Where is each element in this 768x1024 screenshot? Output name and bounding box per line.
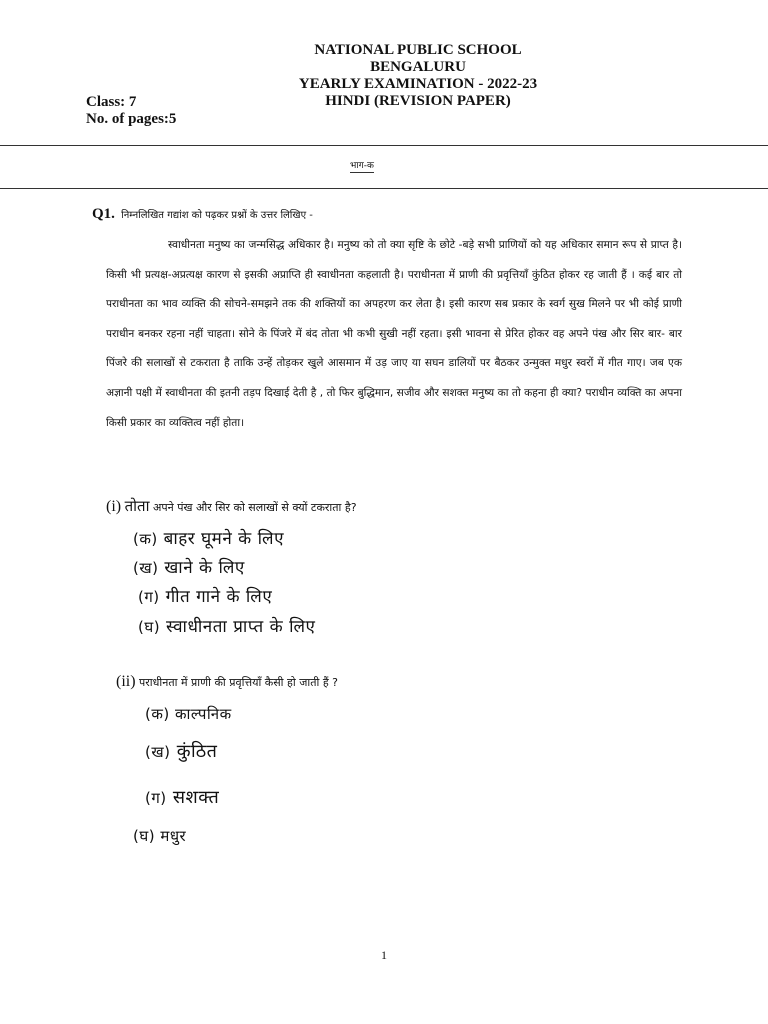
sub1-option-c[interactable] — [138, 584, 272, 607]
option-marker: (घ) — [133, 827, 156, 845]
option-text: स्वाधीनता प्राप्त के लिए — [165, 617, 316, 637]
option-text: सशक्त — [172, 787, 220, 808]
sub2-option-b[interactable] — [145, 739, 217, 763]
subquestion-1-lead: तोता — [124, 497, 150, 515]
question-1-heading — [92, 206, 313, 223]
question-instruction: निम्नलिखित गद्यांश को पढ़कर प्रश्नों के उत्तर लिखिए - — [121, 210, 313, 221]
page-number: 1 — [381, 948, 387, 962]
option-text: खाने के लिए — [164, 558, 245, 578]
divider-bottom — [0, 188, 768, 189]
option-text: कुंठित — [176, 741, 218, 762]
option-text: गीत गाने के लिए — [165, 587, 273, 607]
header — [0, 42, 768, 93]
pages-label: No. of pages:5 — [86, 111, 177, 127]
passage-text: स्वाधीनता मनुष्य का जन्मसिद्ध अधिकार है। मनुष्य को तो क्या सृष्टि के छोटे -बड़े सभी प्राणियों को यह अधिकार समान रूप से प्राप्त है। किसी भी प्रत्यक्ष-अप्रत्यक्ष कारण से इसकी अप्राप्ति ही स्वाधीनता कहलाती है। पराधीनता में प्राणी की प्रवृत्तियाँ कुंठित होकर रह जाती हैं । कई बार तो पराधीनता का भाव व्यक्ति की सोचने-समझने तक की शक्तियों का अपहरण कर लेता है। इसी कारण सब प्रकार के स्वर्ग सुख मिलने पर भी कोई प्राणी पराधीन बनकर रहना नहीं चाहता। सोने के पिंजरे में बंद तोता भी कभी सुखी नहीं रहता। इसी भावना से प्रेरित होकर वह अपने पंख और सिर बार- बार पिंजरे की सलाखों से टकराता है ताकि उन्हें तोड़कर खुले आसमान में उड़ जाए या सघन डालियों पर बैठकर उन्मुक्त मधुर स्वरों में गीत गाए। जब एक अज्ञानी पक्षी में स्वाधीनता की इतनी तड़प दिखाई देती है , तो फिर बुद्धिमान, सजीव और सशक्त मनुष्य का तो कहना ही क्या? पराधीन व्यक्ति का अपना किसी प्रकार का व्यक्तित्व नहीं होता। — [106, 239, 682, 429]
option-marker: (ग) — [145, 789, 167, 807]
divider-top — [0, 145, 768, 146]
class-label: Class: 7 — [86, 94, 137, 110]
option-text: बाहर घूमने के लिए — [163, 529, 284, 549]
option-marker: (घ) — [138, 618, 161, 636]
subquestion-2-text: पराधीनता में प्राणी की प्रवृत्तियाँ कैसी हो जाती हैं ? — [139, 676, 339, 689]
subquestion-1 — [106, 496, 357, 516]
sub2-option-a[interactable] — [145, 704, 232, 724]
exam-title: YEARLY EXAMINATION - 2022-23 — [298, 76, 538, 92]
school-city: BENGALURU — [370, 59, 466, 75]
option-marker: (ग) — [138, 588, 160, 606]
question-number: Q1. — [92, 206, 115, 222]
paper-title-wrap — [0, 93, 768, 110]
paper-title: HINDI (REVISION PAPER) — [325, 93, 511, 109]
section-title: भाग-क — [350, 161, 374, 171]
sub2-option-c[interactable] — [145, 785, 219, 809]
sub2-option-d[interactable] — [133, 826, 186, 846]
subquestion-1-text: अपने पंख और सिर को सलाखों से क्यों टकराता है? — [152, 501, 357, 514]
sub1-option-a[interactable] — [133, 526, 284, 549]
option-marker: (ख) — [133, 559, 159, 577]
sub1-option-b[interactable] — [133, 555, 245, 578]
option-text: काल्पनिक — [175, 705, 232, 723]
subquestion-1-number: (i) — [106, 498, 122, 515]
option-marker: (ख) — [145, 743, 171, 761]
school-name: NATIONAL PUBLIC SCHOOL — [314, 42, 522, 58]
option-marker: (क) — [133, 530, 158, 548]
subquestion-2 — [116, 673, 338, 691]
section-heading — [0, 158, 768, 171]
option-marker: (क) — [145, 705, 170, 723]
option-text: मधुर — [160, 827, 187, 845]
passage — [106, 231, 682, 438]
subquestion-2-number: (ii) — [116, 673, 136, 690]
sub1-option-d[interactable] — [138, 614, 315, 637]
